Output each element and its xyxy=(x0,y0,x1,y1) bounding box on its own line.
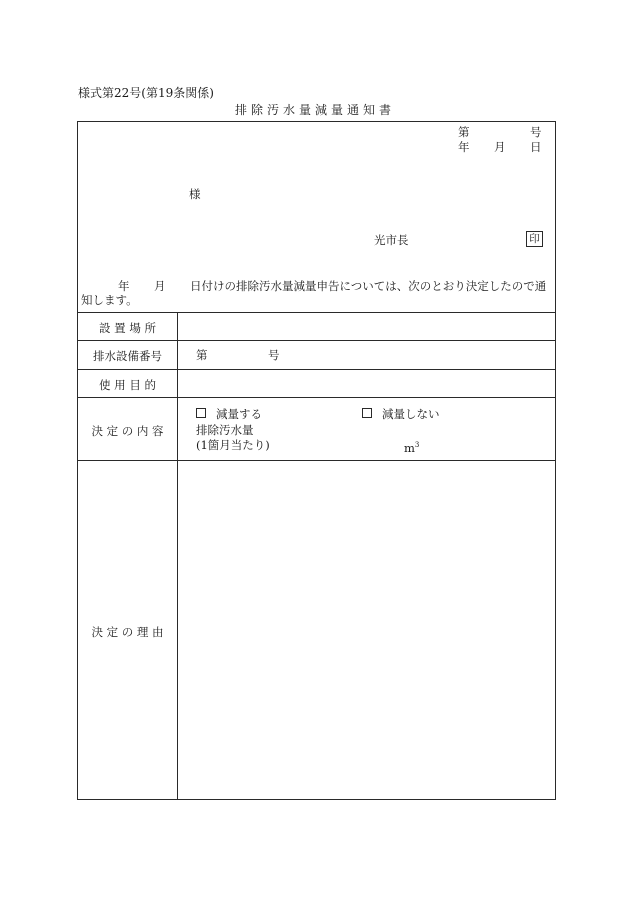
volume-unit-exponent: 3 xyxy=(414,441,420,449)
volume-unit xyxy=(404,438,419,455)
equipment-number-prefix: 第 xyxy=(196,348,208,362)
body-line-1: 日付けの排除汚水量減量申告については、次のとおり決定したので通 xyxy=(190,279,547,293)
volume-unit-base: m xyxy=(404,440,415,455)
date-day: 日 xyxy=(530,140,542,154)
number-prefix: 第 xyxy=(458,125,470,139)
row-divider xyxy=(77,340,556,341)
decision-reason-field[interactable] xyxy=(178,461,555,799)
body-line-2: 知します。 xyxy=(81,293,138,307)
option-no-reduce-label: 減量しない xyxy=(382,407,440,421)
body-month: 月 xyxy=(154,279,166,293)
issuer-name: 光市長 xyxy=(374,233,409,247)
number-suffix: 号 xyxy=(530,125,542,139)
seal-mark: 印 xyxy=(526,231,543,247)
volume-label: 排除汚水量 xyxy=(196,423,254,437)
option-reduce-label: 減量する xyxy=(216,407,262,421)
option-reduce[interactable] xyxy=(196,407,262,421)
equipment-number-field[interactable] xyxy=(211,343,265,365)
no-reduce-checkbox[interactable] xyxy=(362,408,372,418)
form-id: 様式第22号(第19条関係) xyxy=(78,86,214,100)
location-field[interactable] xyxy=(178,313,555,340)
volume-note: (1箇月当たり) xyxy=(196,438,270,452)
equipment-number-label: 排水設備番号 xyxy=(93,349,162,363)
decision-reason-label: 決 定 の 理 由 xyxy=(91,625,164,639)
date-year: 年 xyxy=(458,140,470,154)
volume-field[interactable] xyxy=(290,434,400,454)
equipment-number-suffix: 号 xyxy=(268,348,280,362)
purpose-field[interactable] xyxy=(178,370,555,397)
document-title: 排除汚水量減量通知書 xyxy=(234,103,395,117)
option-no-reduce[interactable] xyxy=(362,407,440,421)
row-divider xyxy=(77,397,556,398)
location-label: 設 置 場 所 xyxy=(99,321,156,335)
body-year: 年 xyxy=(118,279,130,293)
decision-content-label: 決 定 の 内 容 xyxy=(91,424,164,438)
reduce-checkbox[interactable] xyxy=(196,408,206,418)
addressee-suffix: 様 xyxy=(189,187,201,201)
purpose-label: 使 用 目 的 xyxy=(99,378,156,392)
date-month: 月 xyxy=(494,140,506,154)
